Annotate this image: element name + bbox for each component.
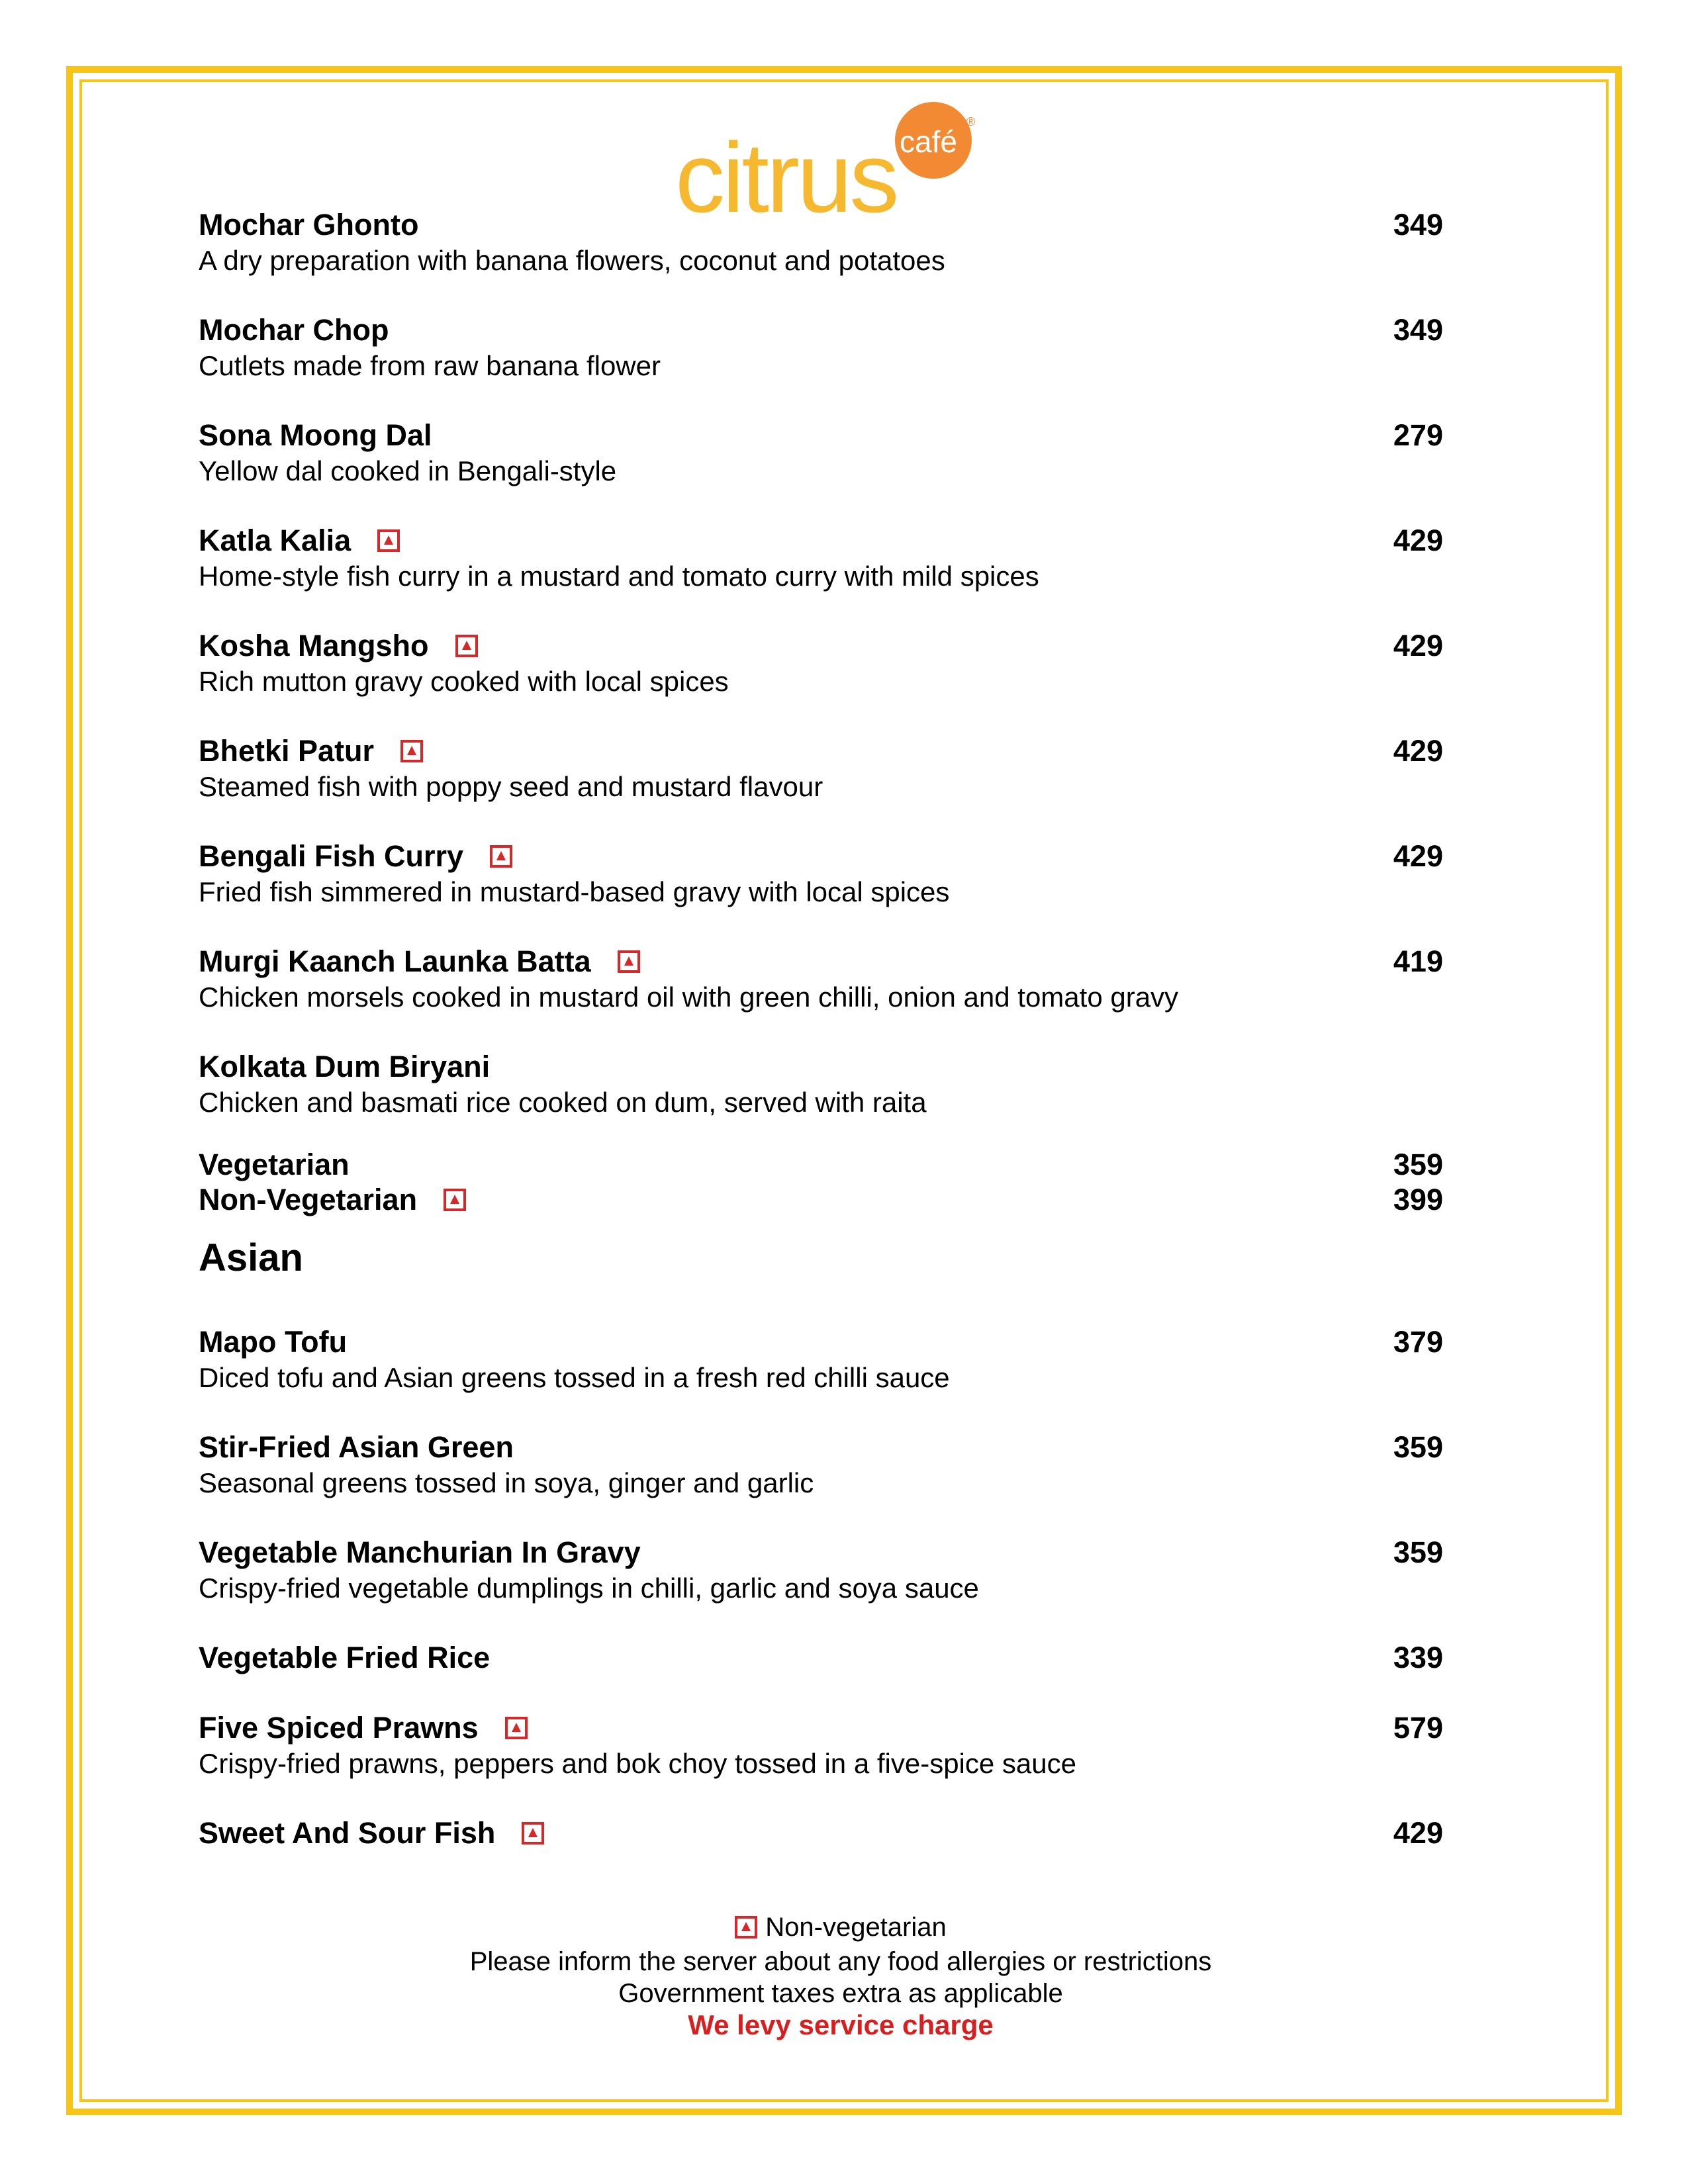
- nonveg-legend: [735, 1911, 947, 1943]
- item-name-text: Mochar Chop: [199, 313, 389, 347]
- logo-registered-mark: ®: [966, 115, 976, 128]
- item-price: 339: [1393, 1641, 1443, 1674]
- item-name: [199, 1815, 544, 1852]
- item-name: [199, 1709, 528, 1747]
- item-name-text: Non-Vegetarian: [199, 1183, 418, 1216]
- item-price: 359: [1393, 1535, 1443, 1569]
- item-description: Crispy-fried prawns, peppers and bok choy tossed in a five-spice sauce: [199, 1748, 1076, 1779]
- item-name-text: Bengali Fish Curry: [199, 839, 464, 873]
- allergy-note: Please inform the server about any food allergies or restrictions: [469, 1947, 1212, 1976]
- item-name-text: Stir-Fried Asian Green: [199, 1430, 514, 1464]
- section-heading-asian: [199, 1216, 1443, 1316]
- item-name: [199, 1181, 466, 1218]
- item-name: [199, 312, 389, 349]
- item-name-text: Mochar Ghonto: [199, 208, 419, 242]
- item-price: 399: [1393, 1183, 1443, 1216]
- menu-item: [199, 1631, 1443, 1702]
- item-name: [199, 1324, 347, 1361]
- menu-item-biryani: [199, 1040, 1443, 1146]
- menu-item: [199, 830, 1443, 935]
- item-name-text: Vegetarian: [199, 1148, 350, 1181]
- item-price: 349: [1393, 208, 1443, 242]
- item-price: 359: [1393, 1148, 1443, 1181]
- item-name-text: Kosha Mangsho: [199, 629, 429, 662]
- item-price: 379: [1393, 1325, 1443, 1359]
- menu-list: [199, 199, 1443, 1853]
- item-description: Chicken morsels cooked in mustard oil with green chilli, onion and tomato gravy: [199, 981, 1179, 1013]
- biryani-option: [199, 1146, 1443, 1181]
- item-description: Steamed fish with poppy seed and mustard flavour: [199, 771, 823, 802]
- item-name: [199, 838, 512, 875]
- menu-footer: [199, 1911, 1483, 2041]
- item-description: Seasonal greens tossed in soya, ginger and garlic: [199, 1467, 814, 1498]
- menu-item: [199, 935, 1443, 1040]
- nonveg-icon: [618, 950, 640, 973]
- menu-item: [199, 304, 1443, 409]
- item-name-text: Kolkata Dum Biryani: [199, 1050, 491, 1083]
- item-description: Rich mutton gravy cooked with local spices: [199, 666, 729, 697]
- menu-item: [199, 619, 1443, 725]
- nonveg-icon: [455, 635, 478, 657]
- item-description: A dry preparation with banana flowers, coconut and potatoes: [199, 245, 945, 276]
- item-description: Chicken and basmati rice cooked on dum, served with raita: [199, 1087, 927, 1118]
- item-name-text: Mapo Tofu: [199, 1325, 348, 1359]
- item-price: 429: [1393, 1816, 1443, 1850]
- item-name-text: Sona Moong Dal: [199, 418, 432, 452]
- menu-item: [199, 1526, 1443, 1631]
- item-name: [199, 1048, 490, 1085]
- item-description: Fried fish simmered in mustard-based gravy with local spices: [199, 876, 950, 907]
- item-name: [199, 417, 432, 454]
- item-price: 429: [1393, 629, 1443, 662]
- menu-item: [199, 514, 1443, 619]
- item-price: 279: [1393, 418, 1443, 452]
- nonveg-icon: [490, 845, 512, 868]
- menu-item: [199, 1421, 1443, 1526]
- item-name: [199, 206, 418, 244]
- item-name-text: Katla Kalia: [199, 523, 352, 557]
- service-charge-note: We levy service charge: [688, 2009, 994, 2040]
- menu-item: [199, 725, 1443, 830]
- item-price: 419: [1393, 944, 1443, 978]
- nonveg-icon: [400, 740, 423, 762]
- nonveg-icon: [522, 1822, 544, 1844]
- section-title: Asian: [199, 1236, 303, 1279]
- item-price: 429: [1393, 839, 1443, 873]
- nonveg-icon: [444, 1189, 466, 1211]
- item-name-text: Murgi Kaanch Launka Batta: [199, 944, 591, 978]
- legend-label: Non-vegetarian: [765, 1913, 947, 1942]
- item-name-text: Sweet And Sour Fish: [199, 1816, 496, 1850]
- taxes-note: Government taxes extra as applicable: [618, 1979, 1063, 2008]
- nonveg-icon: [377, 529, 400, 552]
- biryani-option: [199, 1181, 1443, 1216]
- item-price: 429: [1393, 734, 1443, 768]
- item-name: [199, 1534, 641, 1571]
- logo-cafe-text: café: [900, 124, 957, 159]
- item-description: Diced tofu and Asian greens tossed in a fresh red chilli sauce: [199, 1362, 950, 1393]
- item-name: [199, 627, 478, 664]
- nonveg-icon: [735, 1916, 757, 1938]
- item-name: [199, 1429, 514, 1466]
- logo-citrus-text: citrus: [675, 122, 897, 218]
- menu-item: [199, 1702, 1443, 1807]
- item-name-text: Vegetable Fried Rice: [199, 1641, 491, 1674]
- menu-item: [199, 409, 1443, 514]
- menu-item: [199, 1807, 1443, 1853]
- item-price: 349: [1393, 313, 1443, 347]
- item-name: [199, 1146, 350, 1183]
- item-name: [199, 943, 640, 980]
- item-description: Yellow dal cooked in Bengali-style: [199, 455, 617, 486]
- item-price: 429: [1393, 523, 1443, 557]
- item-name: [199, 522, 400, 559]
- item-name: [199, 1639, 490, 1676]
- item-description: Home-style fish curry in a mustard and tomato curry with mild spices: [199, 561, 1039, 592]
- item-name-text: Vegetable Manchurian In Gravy: [199, 1535, 641, 1569]
- item-name-text: Bhetki Patur: [199, 734, 375, 768]
- item-description: Crispy-fried vegetable dumplings in chilli, garlic and soya sauce: [199, 1572, 979, 1604]
- item-name: [199, 733, 423, 770]
- item-description: Cutlets made from raw banana flower: [199, 350, 661, 381]
- menu-item: [199, 199, 1443, 304]
- item-price: 359: [1393, 1430, 1443, 1464]
- item-price: 579: [1393, 1711, 1443, 1745]
- item-name-text: Five Spiced Prawns: [199, 1711, 479, 1745]
- nonveg-icon: [505, 1717, 528, 1739]
- menu-item: [199, 1316, 1443, 1421]
